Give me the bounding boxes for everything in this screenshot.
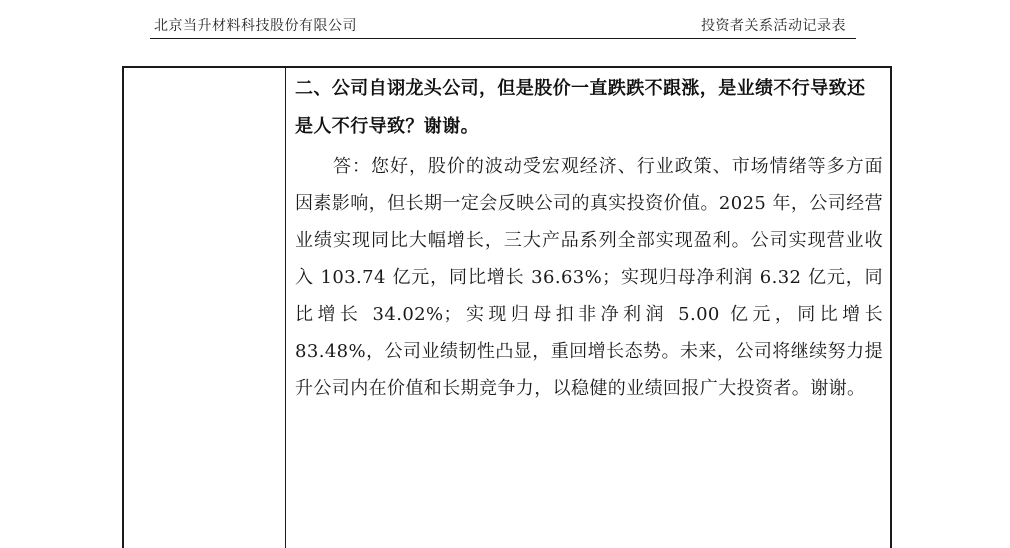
- table-label-cell: [124, 68, 286, 548]
- qa-answer: 答：您好，股价的波动受宏观经济、行业政策、市场情绪等多方面因素影响，但长期一定会反映公司的真实投资价值。2025 年，公司经营业绩实现同比大幅增长，三大产品系列全部实现盈利。公司实现营业收入 103.74 亿元，同比增长 36.63%；实现归母净利润 6.32 亿元，同比增长 34.02%；实现归母扣非净利润 5.00 亿元，同比增长 83.48%，公司业绩韧性凸显，重回增长态势。未来，公司将继续努力提升公司内在价值和长期竞争力，以稳健的业绩回报广大投资者。谢谢。: [295, 156, 883, 399]
- page-header: [150, 14, 856, 39]
- document-title: 投资者关系活动记录表: [701, 18, 846, 34]
- company-name: 北京当升材料科技股份有限公司: [154, 18, 357, 34]
- qa-question: 二、公司自诩龙头公司，但是股价一直跌跌不跟涨，是业绩不行导致还是人不行导致？谢谢。: [295, 78, 866, 137]
- record-table: [122, 66, 892, 548]
- table-content-cell: [287, 68, 890, 548]
